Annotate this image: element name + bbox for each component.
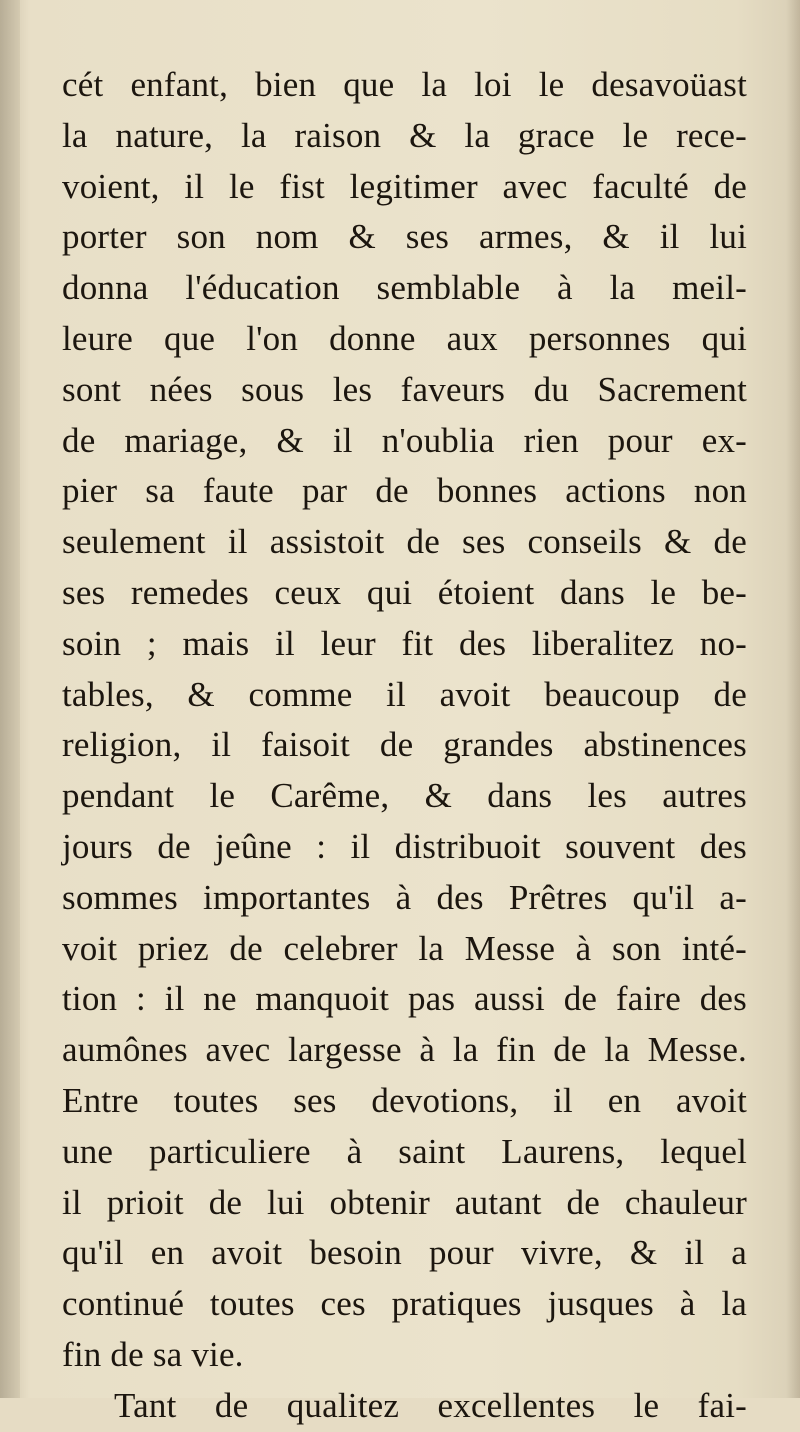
text-line: cét enfant, bien que la loi le desavoüast	[62, 65, 747, 104]
page-gutter	[0, 0, 20, 1398]
text-line: leure que l'on donne aux personnes qui	[62, 318, 747, 358]
text-line: il prioit de lui obtenir autant de chauleur	[62, 1182, 747, 1222]
text-line: tables, & comme il avoit beaucoup de	[62, 674, 747, 714]
text-line: soin ; mais il leur fit des liberalitez no-	[62, 623, 747, 663]
text-line: voit priez de celebrer la Messe à son inté-	[62, 928, 747, 968]
text-line: qu'il en avoit besoin pour vivre, & il a	[62, 1233, 747, 1273]
text-line: seulement il assistoit de ses conseils & de	[62, 522, 747, 562]
text-line: la nature, la raison & la grace le rece-	[62, 115, 747, 155]
text-line: porter son nom & ses armes, & il lui	[62, 217, 747, 257]
page-edge	[786, 0, 800, 1398]
text-line: de mariage, & il n'oublia rien pour ex-	[62, 420, 747, 460]
text-line: donna l'éducation semblable à la meil-	[62, 268, 747, 308]
text-line: Entre toutes ses devotions, il en avoit	[62, 1080, 747, 1120]
text-line: jours de jeûne : il distribuoit souvent des	[62, 826, 747, 866]
text-line: aumônes avec largesse à la fin de la Messe.	[62, 1030, 747, 1070]
paragraph-end-line: fin de sa vie.	[62, 1334, 244, 1374]
text-line: ses remedes ceux qui étoient dans le be-	[62, 572, 747, 612]
text-line: tion : il ne manquoit pas aussi de faire des	[62, 979, 747, 1019]
text-line: sont nées sous les faveurs du Sacrement	[62, 369, 747, 409]
text-line: religion, il faisoit de grandes abstinences	[62, 725, 747, 765]
text-line: pendant le Carême, & dans les autres	[62, 776, 747, 816]
paragraph-start-line: Tant de qualitez excellentes le fai-	[114, 1385, 747, 1425]
text-line: une particuliere à saint Laurens, lequel	[62, 1131, 747, 1171]
text-line: sommes importantes à des Prêtres qu'il a-	[62, 877, 747, 917]
text-line: continué toutes ces pratiques jusques à la	[62, 1284, 747, 1324]
text-line: pier sa faute par de bonnes actions non	[62, 471, 747, 511]
text-line: voient, il le fist legitimer avec faculté de	[62, 166, 747, 206]
body-text	[62, 60, 747, 1432]
